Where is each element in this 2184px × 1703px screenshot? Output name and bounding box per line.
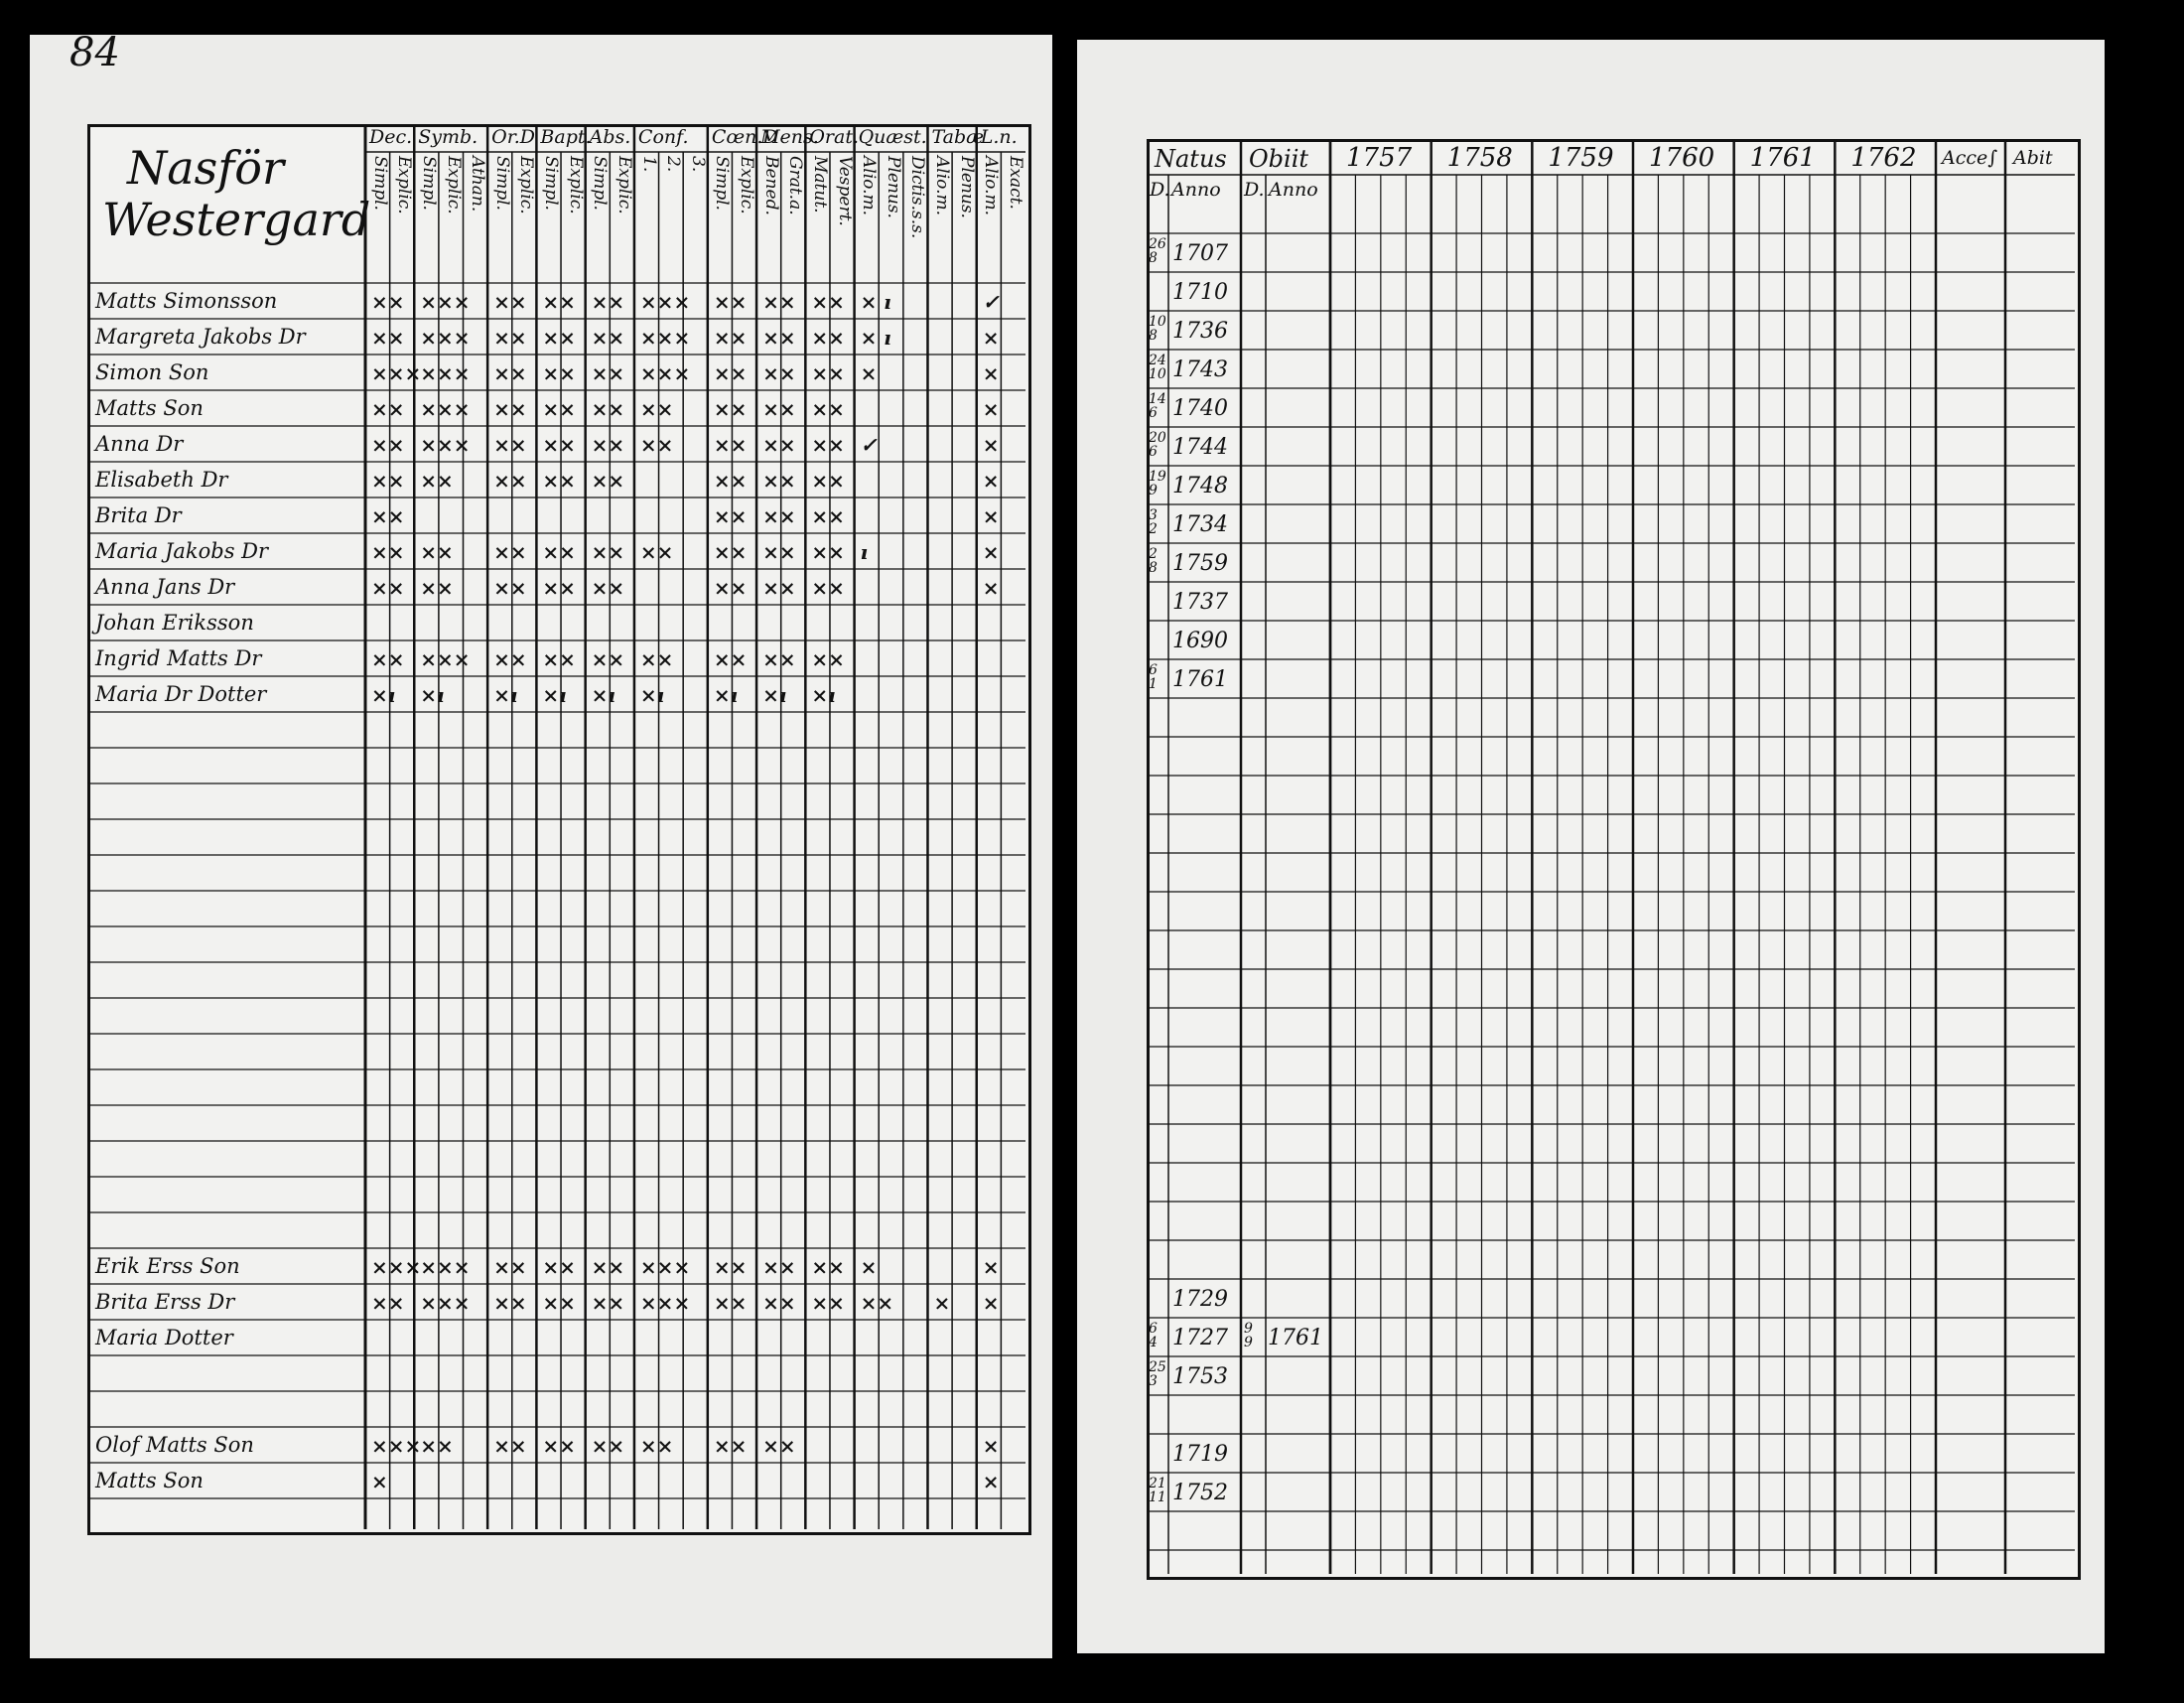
catechism-mark: ×× [493, 469, 527, 493]
person-name: Johan Eriksson [95, 611, 254, 635]
catechism-mark: ×× [639, 1434, 674, 1458]
catechism-mark: ×× [542, 290, 576, 314]
catechism-mark: ✓ [860, 433, 878, 457]
catechism-mark: × [982, 326, 1000, 350]
catechism-mark: ×× [493, 576, 527, 600]
catechism-mark: ×× [493, 433, 527, 457]
person-name: Brita Erss Dr [95, 1290, 235, 1314]
catechism-mark: ×× [420, 1434, 454, 1458]
catechism-mark: ×× [713, 397, 748, 421]
person-name: Matts Simonsson [95, 289, 278, 313]
catechism-mark: ×× [542, 1255, 576, 1279]
column-header-accessit: Acce∫ [1942, 147, 1998, 169]
catechism-mark: ×× [762, 1291, 796, 1315]
sub-column-header: Bened. [760, 156, 781, 215]
catechism-mark: ×× [713, 290, 748, 314]
sub-column-header: Athan. [468, 156, 488, 213]
birth-day-month: 3 2 [1149, 507, 1158, 537]
catechism-mark: ×× [493, 1255, 527, 1279]
column-header-natus: Natus [1155, 145, 1227, 173]
catechism-mark: ×× [371, 1291, 405, 1315]
birth-year: 1744 [1172, 435, 1228, 460]
catechism-mark: ×× [713, 1291, 748, 1315]
catechism-mark: ×× [542, 540, 576, 564]
catechism-mark: × [982, 1470, 1000, 1493]
year-header: 1761 [1749, 143, 1816, 173]
catechism-mark: ×× [493, 326, 527, 350]
person-name: Matts Son [95, 396, 204, 420]
catechism-mark: ××× [420, 647, 471, 671]
catechism-mark: ×× [762, 433, 796, 457]
sub-column-header: Alio.m. [932, 156, 953, 216]
catechism-mark: ×× [713, 361, 748, 385]
catechism-mark: ×× [811, 576, 845, 600]
catechism-mark: ×× [811, 1291, 845, 1315]
year-header: 1758 [1446, 143, 1513, 173]
catechism-mark: ×× [591, 290, 625, 314]
catechism-mark: ×× [542, 397, 576, 421]
catechism-mark: ×× [542, 576, 576, 600]
sub-column-header: Explic. [516, 156, 537, 214]
catechism-mark: ×× [493, 361, 527, 385]
sub-column-header: Explic. [737, 156, 757, 214]
catechism-mark: ×× [542, 1291, 576, 1315]
person-name: Ingrid Matts Dr [95, 646, 262, 670]
column-group-header: Conf. [637, 126, 689, 148]
sub-column-header: Simpl. [590, 156, 611, 211]
column-group-header: Bapt. [540, 126, 592, 148]
catechism-mark: ×× [371, 540, 405, 564]
catechism-mark: ×× [542, 1434, 576, 1458]
catechism-mark: ×× [713, 1434, 748, 1458]
sub-column-header: Explic. [614, 156, 634, 214]
catechism-mark: ××× [420, 361, 471, 385]
sub-column-header: Matut. [809, 156, 830, 213]
catechism-mark: ××× [371, 1255, 422, 1279]
catechism-mark: × [860, 1255, 878, 1279]
catechism-mark: ×× [811, 504, 845, 528]
birth-day-month: 26 8 [1149, 236, 1166, 266]
catechism-mark: ×× [591, 469, 625, 493]
sub-column-header: Explic. [394, 156, 415, 214]
catechism-mark: ×× [762, 504, 796, 528]
sub-column-header: Alio.m. [981, 156, 1002, 216]
birth-day-month: 2 8 [1149, 546, 1158, 576]
birth-year: 1743 [1172, 357, 1228, 382]
sub-column-header: Plenus. [956, 156, 977, 218]
death-day-month: 9 9 [1244, 1321, 1253, 1350]
birth-year: 1753 [1172, 1364, 1228, 1389]
birth-year: 1759 [1172, 551, 1228, 576]
catechism-mark: ×× [591, 540, 625, 564]
catechism-mark: ××× [420, 290, 471, 314]
person-name: Anna Jans Dr [95, 575, 235, 599]
birth-year: 1761 [1172, 667, 1228, 692]
catechism-mark: ×× [639, 397, 674, 421]
catechism-mark: ×× [811, 540, 845, 564]
sub-column-header: Plenus. [883, 156, 903, 218]
page-number: 84 [69, 30, 120, 75]
catechism-mark: ×× [591, 433, 625, 457]
catechism-mark: ×× [762, 647, 796, 671]
sub-column-header: Simpl. [369, 156, 390, 211]
sub-column-header: Grat.a. [785, 156, 806, 215]
catechism-mark: ×× [542, 361, 576, 385]
catechism-mark: ×× [811, 1255, 845, 1279]
catechism-mark: ×× [371, 397, 405, 421]
birth-year: 1736 [1172, 319, 1228, 344]
catechism-mark: ×ı [371, 683, 396, 707]
sub-column-header: 1. [638, 156, 659, 173]
birth-year: 1707 [1172, 241, 1228, 266]
birth-day-month: 19 9 [1149, 469, 1166, 498]
catechism-mark: ×× [811, 469, 845, 493]
sub-column-header: Simpl. [541, 156, 562, 211]
sub-column-header: Simpl. [712, 156, 733, 211]
sub-column-header: Vespert. [834, 156, 855, 226]
catechism-mark: ×× [371, 469, 405, 493]
catechism-mark: ×× [591, 1255, 625, 1279]
catechism-mark: ×× [713, 504, 748, 528]
birth-day-month: 14 6 [1149, 391, 1166, 421]
catechism-mark: ×× [420, 469, 454, 493]
catechism-mark: ×× [811, 290, 845, 314]
catechism-mark: ×× [371, 326, 405, 350]
catechism-mark: ×ı [542, 683, 567, 707]
column-group-header: Or.D [491, 126, 535, 148]
birth-day-month: 20 6 [1149, 430, 1166, 460]
catechism-mark: ×× [762, 290, 796, 314]
catechism-mark: × [982, 1291, 1000, 1315]
catechism-mark: ××× [639, 1255, 691, 1279]
person-name: Margreta Jakobs Dr [95, 325, 306, 349]
catechism-mark: ×ı [713, 683, 739, 707]
catechism-mark: ×× [591, 397, 625, 421]
catechism-mark: ×× [493, 647, 527, 671]
farm-name-line-2: Westergard [102, 193, 371, 246]
column-group-header: Tabæ [931, 126, 985, 148]
catechism-mark: ×× [762, 469, 796, 493]
catechism-mark: ×× [493, 540, 527, 564]
catechism-mark: ××× [639, 290, 691, 314]
catechism-mark: × [371, 1470, 388, 1493]
birth-year: 1727 [1172, 1326, 1228, 1350]
sub-column-header: Explic. [565, 156, 586, 214]
catechism-mark: ✓ [982, 290, 1000, 314]
catechism-mark: ×ı [591, 683, 616, 707]
person-name: Simon Son [95, 360, 209, 384]
catechism-mark: × [982, 361, 1000, 385]
catechism-mark: × [982, 540, 1000, 564]
year-header: 1762 [1850, 143, 1917, 173]
catechism-mark: ×× [639, 647, 674, 671]
catechism-mark: ×× [493, 290, 527, 314]
catechism-mark: ××× [639, 326, 691, 350]
catechism-mark: ×ı [811, 683, 836, 707]
birth-year: 1734 [1172, 512, 1228, 537]
catechism-mark: ×ı [762, 683, 787, 707]
person-name: Anna Dr [95, 432, 184, 456]
catechism-mark: × [982, 433, 1000, 457]
catechism-mark: ×× [811, 361, 845, 385]
catechism-mark: ××× [639, 361, 691, 385]
catechism-mark: ×× [713, 576, 748, 600]
birth-year: 1710 [1172, 280, 1228, 305]
sub-column-header: D. [1244, 179, 1265, 201]
column-group-header: Quæst. [858, 126, 927, 148]
catechism-mark: ××× [420, 326, 471, 350]
catechism-mark: ×× [371, 647, 405, 671]
birth-year: 1729 [1172, 1287, 1228, 1312]
catechism-mark: ×× [811, 326, 845, 350]
column-group-header: Cœn.D [711, 126, 778, 148]
catechism-mark: ×ı [639, 683, 665, 707]
catechism-mark: × [860, 361, 878, 385]
catechism-mark: × ı [860, 326, 891, 350]
sub-column-header: 2. [663, 156, 684, 173]
catechism-mark: ×× [493, 1434, 527, 1458]
catechism-mark: ×× [591, 576, 625, 600]
catechism-mark: ××× [420, 433, 471, 457]
sub-column-header: 3. [687, 156, 708, 173]
catechism-mark: ×× [713, 647, 748, 671]
catechism-mark: ×× [542, 326, 576, 350]
birth-year: 1737 [1172, 590, 1228, 615]
sub-column-header: Anno [1171, 179, 1221, 201]
catechism-mark: ×× [542, 647, 576, 671]
catechism-mark: ×× [713, 469, 748, 493]
catechism-mark: ××× [371, 1434, 422, 1458]
birth-year: 1740 [1172, 396, 1228, 421]
birth-year: 1752 [1172, 1481, 1228, 1505]
person-name: Maria Dotter [95, 1326, 233, 1349]
catechism-mark: ×× [713, 540, 748, 564]
catechism-mark: ×× [762, 1434, 796, 1458]
person-name: Maria Jakobs Dr [95, 539, 269, 563]
birth-day-month: 21 11 [1149, 1476, 1166, 1505]
year-header: 1760 [1649, 143, 1715, 173]
catechism-mark: × ı [860, 290, 891, 314]
catechism-mark: × [982, 504, 1000, 528]
year-header: 1757 [1346, 143, 1413, 173]
sub-column-header: D. [1150, 179, 1170, 201]
column-group-header: Symb. [418, 126, 478, 148]
catechism-mark: ×× [493, 397, 527, 421]
birth-day-month: 10 8 [1149, 314, 1166, 344]
catechism-mark: ××× [420, 397, 471, 421]
catechism-mark: ××× [420, 1255, 471, 1279]
catechism-mark: ×× [811, 647, 845, 671]
catechism-mark: ×× [493, 1291, 527, 1315]
person-name: Matts Son [95, 1469, 204, 1492]
column-group-header: Orat. [809, 126, 859, 148]
sub-column-header: Dictis.s.s. [907, 156, 928, 239]
catechism-mark: ×× [762, 397, 796, 421]
birth-year: 1748 [1172, 474, 1228, 498]
catechism-mark: ×× [860, 1291, 894, 1315]
catechism-mark: ×× [591, 1291, 625, 1315]
catechism-mark: ××× [420, 1291, 471, 1315]
death-year: 1761 [1268, 1326, 1323, 1350]
sub-column-header: Alio.m. [859, 156, 880, 216]
catechism-mark: ×× [591, 326, 625, 350]
catechism-mark: ×× [762, 326, 796, 350]
column-header-abiit: Abit [2013, 147, 2053, 169]
birth-day-month: 24 10 [1149, 353, 1166, 382]
catechism-mark: ×× [371, 576, 405, 600]
catechism-mark: ×× [371, 290, 405, 314]
catechism-mark: × [982, 1434, 1000, 1458]
sub-column-header: Simpl. [418, 156, 439, 211]
farm-name-line-1: Nasför [127, 141, 284, 195]
sub-column-header: Simpl. [491, 156, 512, 211]
catechism-mark: ×× [420, 576, 454, 600]
birth-year: 1719 [1172, 1442, 1228, 1467]
catechism-mark: ×× [591, 1434, 625, 1458]
catechism-mark: ×× [762, 1255, 796, 1279]
catechism-mark: ı [860, 540, 869, 564]
column-group-header: Abs. [589, 126, 631, 148]
catechism-mark: × [982, 1255, 1000, 1279]
birth-year: 1690 [1172, 629, 1228, 653]
catechism-mark: ×× [542, 469, 576, 493]
catechism-mark: ×× [639, 540, 674, 564]
column-group-header: L.n. [980, 126, 1018, 148]
catechism-mark: ×× [762, 540, 796, 564]
catechism-mark: ×× [762, 361, 796, 385]
column-header-obit: Obiit [1249, 145, 1309, 173]
catechism-mark: ×× [713, 433, 748, 457]
catechism-mark: ×× [713, 326, 748, 350]
birth-day-month: 6 1 [1149, 662, 1158, 692]
catechism-mark: ×× [762, 576, 796, 600]
catechism-mark: ×× [811, 397, 845, 421]
catechism-mark: ×× [542, 433, 576, 457]
catechism-mark: ××× [639, 1291, 691, 1315]
year-header: 1759 [1548, 143, 1614, 173]
catechism-mark: ××× [371, 361, 422, 385]
sub-column-header: Explic. [443, 156, 464, 214]
catechism-mark: ×× [713, 1255, 748, 1279]
person-name: Olof Matts Son [95, 1433, 254, 1457]
person-name: Maria Dr Dotter [95, 682, 267, 706]
catechism-mark: ×ı [420, 683, 445, 707]
catechism-mark: ×× [591, 647, 625, 671]
catechism-mark: ×ı [493, 683, 518, 707]
birth-day-month: 25 3 [1149, 1359, 1166, 1389]
catechism-mark: ×× [639, 433, 674, 457]
person-name: Erik Erss Son [95, 1254, 240, 1278]
catechism-mark: ×× [371, 433, 405, 457]
catechism-mark: × [982, 397, 1000, 421]
catechism-mark: × [933, 1291, 951, 1315]
person-name: Brita Dr [95, 503, 182, 527]
catechism-mark: × [982, 576, 1000, 600]
catechism-mark: × [982, 469, 1000, 493]
column-group-header: Dec. [369, 126, 413, 148]
column-group-header: Mens. [760, 126, 819, 148]
sub-column-header: Anno [1269, 179, 1318, 201]
catechism-mark: ×× [591, 361, 625, 385]
catechism-mark: ×× [420, 540, 454, 564]
catechism-mark: ×× [811, 433, 845, 457]
person-name: Elisabeth Dr [95, 468, 228, 492]
catechism-mark: ×× [371, 504, 405, 528]
sub-column-header: Exact. [1006, 156, 1025, 210]
birth-day-month: 6 4 [1149, 1321, 1158, 1350]
